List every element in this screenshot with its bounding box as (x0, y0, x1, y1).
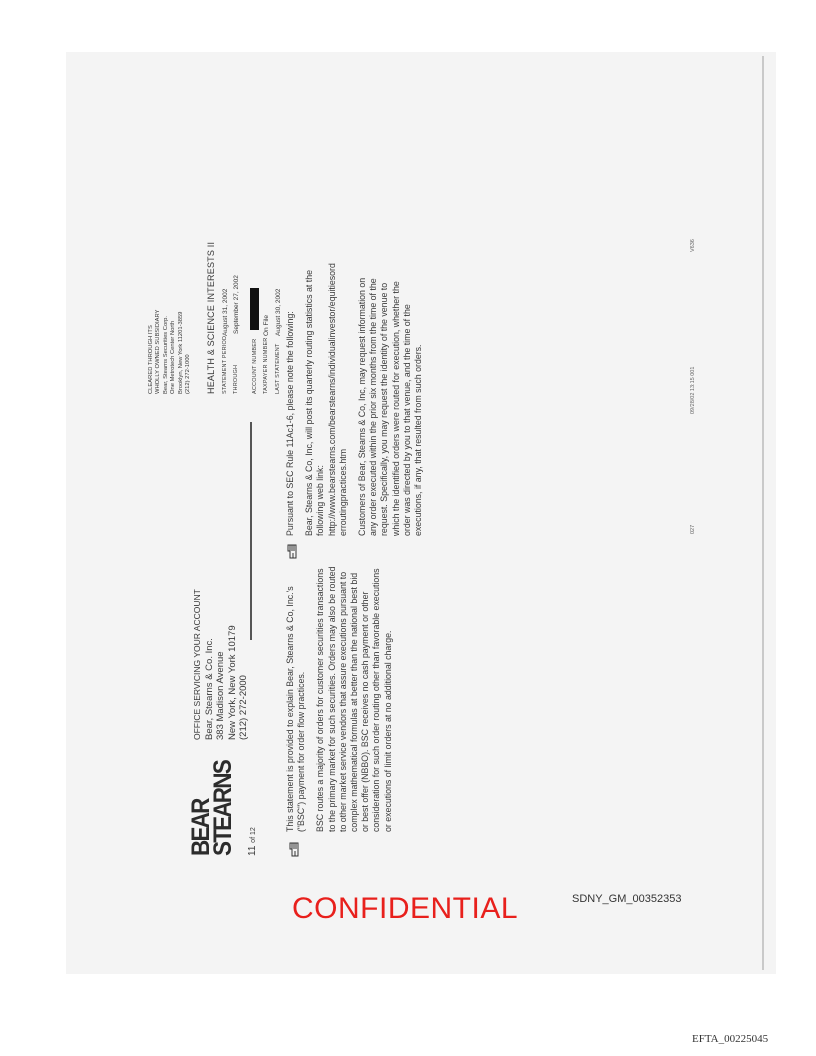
cleared-line: Bear, Stearns Securities Corp. (162, 316, 169, 394)
cleared-line: (212) 272-1000 (185, 354, 192, 394)
taxpayer-number-label: TAXPAYER NUMBER (263, 337, 269, 394)
office-line: 383 Madison Avenue (215, 651, 226, 740)
last-statement-label: LAST STATEMENT (275, 343, 281, 394)
logo-line-1: BEAR (187, 799, 215, 856)
efta-number: EFTA_00225045 (692, 1033, 769, 1045)
cleared-line: WHOLLY OWNED SUBSIDIARY (155, 309, 162, 394)
account-number-label: ACCOUNT NUMBER (252, 338, 258, 394)
through-value: September 27, 2002 (233, 275, 240, 334)
order-flow-details: BSC routes a majority of orders for customer securities transactions to the primary market for such securities. Orders may also be routed to other market service vendors that assure executions pursuant to complex mathematical formulas at better than the national best bid or best offer (NBBO). BSC receives no cash payment or other consideration for such order routing other than favorable executions or executions of limit orders at no additional charge. (315, 566, 393, 832)
pointing-hand-icon (286, 840, 302, 858)
cleared-line: One Metrotech Center North (170, 320, 177, 394)
office-line: (212) 272-2000 (238, 675, 249, 740)
page-number-total: of 12 (250, 827, 257, 843)
routing-statistics-paragraph: Bear, Stearns & Co, Inc, will post its quarterly routing statistics at the following web link: http://www.bearstearns.com/bearstearns/individualinvestor/equitiesord erroutingpractices.htm (304, 263, 348, 536)
page-number-value: 11 (247, 845, 258, 856)
taxpayer-number-value: On File (263, 315, 270, 336)
office-line: New York, New York 10179 (226, 625, 238, 740)
pointing-hand-icon (284, 542, 300, 560)
sec-rule-notice (285, 264, 432, 536)
bates-number: SDNY_GM_00352353 (572, 893, 682, 905)
footer-code-1: 027 (690, 524, 696, 534)
footer-code-2: 09/28/02 13:15 001 (690, 366, 696, 414)
statement-period-value: August 31, 2002 (222, 288, 229, 336)
order-flow-notice (285, 566, 402, 832)
sec-rule-intro: Pursuant to SEC Rule 11Ac1-6, please note the following: (285, 311, 295, 536)
office-address-block (192, 589, 250, 740)
account-holder-name: HEALTH & SCIENCE INTERESTS II (206, 241, 216, 394)
statement-period-label: STATEMENT PERIOD (222, 335, 228, 394)
clearing-firm-block (148, 310, 192, 394)
customer-request-paragraph: Customers of Bear, Stearns & Co, Inc, may request information on any order executed within the prior six months from the time of the request. Specifically, you may request the identity of the venue to which the identified orders were routed for execution, whether the order was directed by you to that venue, and the time of the executions, if any, that resulted from such orders. (357, 277, 424, 536)
cleared-line: Brooklyn, New York 11201-3859 (177, 311, 184, 394)
last-statement-value: August 30, 2002 (275, 288, 282, 336)
office-title: OFFICE SERVICING YOUR ACCOUNT (192, 589, 202, 740)
through-label: THROUGH (233, 364, 239, 394)
order-flow-intro: This statement is provided to explain Bear, Stearns & Co, Inc.'s ("BSC") payment for order flow practices. (285, 586, 307, 832)
cleared-line: CLEARED THROUGH ITS (148, 325, 154, 394)
bear-stearns-logo (187, 751, 237, 856)
header-rule (250, 422, 252, 640)
rotated-statement (100, 106, 755, 946)
confidential-stamp: CONFIDENTIAL (292, 892, 519, 925)
office-line: Bear, Stearns & Co. Inc. (203, 638, 215, 740)
footer-code-3: V636 (690, 239, 696, 252)
page-number (247, 827, 258, 856)
scan-edge-divider (762, 56, 764, 970)
logo-line-2: STEARNS (209, 761, 237, 856)
account-number-redaction (250, 288, 259, 330)
